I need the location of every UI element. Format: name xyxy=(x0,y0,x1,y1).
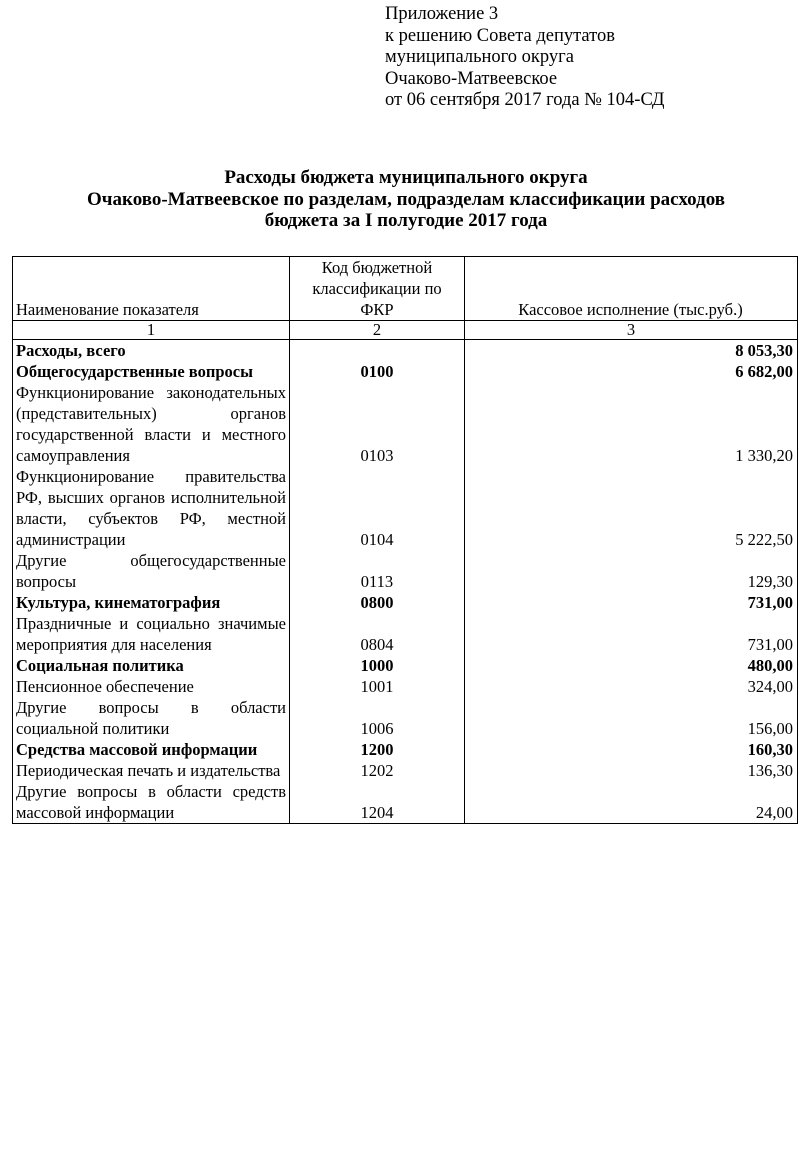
row-name: Общегосударственные вопросы xyxy=(13,361,290,382)
row-amount: 160,30 xyxy=(747,740,793,759)
row-name: Социальная политика xyxy=(13,655,290,676)
column-number-row xyxy=(13,321,798,340)
header-amount: Кассовое исполнение (тыс.руб.) xyxy=(465,257,798,321)
table-row xyxy=(13,781,798,824)
column-number: 2 xyxy=(290,321,465,340)
table-row xyxy=(13,361,798,382)
appendix-line: Очаково-Матвеевское xyxy=(385,68,558,89)
row-code: 1202 xyxy=(360,761,394,780)
row-name: Другие вопросы в области социальной политики xyxy=(13,697,290,739)
row-name: Пенсионное обеспечение xyxy=(13,676,290,697)
header-code-line: ФКР xyxy=(360,300,394,319)
row-name: Другие общегосударственные вопросы xyxy=(13,550,290,592)
table-row xyxy=(13,697,798,739)
title-line: Очаково-Матвеевское по разделам, подразделам классификации расходов xyxy=(87,188,725,210)
row-name: Культура, кинематография xyxy=(13,592,290,613)
row-amount: 731,00 xyxy=(747,635,793,654)
table-row xyxy=(13,592,798,613)
row-name: Праздничные и социально значимые мероприятия для населения xyxy=(13,613,290,655)
row-code: 0800 xyxy=(360,593,394,612)
row-code: 1001 xyxy=(360,677,394,696)
document-title xyxy=(0,167,800,232)
row-code: 0104 xyxy=(360,530,394,549)
table-row xyxy=(13,739,798,760)
table-row xyxy=(13,340,798,362)
row-amount: 731,00 xyxy=(747,593,793,612)
table-row xyxy=(13,382,798,466)
appendix-line: к решению Совета депутатов xyxy=(385,25,615,46)
row-code: 0103 xyxy=(360,446,394,465)
row-name: Расходы, всего xyxy=(13,340,290,362)
row-code: 0100 xyxy=(360,362,394,381)
row-amount: 480,00 xyxy=(747,656,793,675)
row-name: Другие вопросы в области средств массовой информации xyxy=(13,781,290,824)
table-row xyxy=(13,550,798,592)
header-name: Наименование показателя xyxy=(13,257,290,321)
row-name: Функционирование законодательных (представительных) органов государственной власти и местного самоуправления xyxy=(13,382,290,466)
table-row xyxy=(13,655,798,676)
row-amount: 136,30 xyxy=(747,761,793,780)
row-amount: 24,00 xyxy=(755,803,793,822)
row-amount: 156,00 xyxy=(747,719,793,738)
row-amount: 324,00 xyxy=(747,677,793,696)
row-name: Средства массовой информации xyxy=(13,739,290,760)
row-amount: 1 330,20 xyxy=(735,446,793,465)
row-code: 1006 xyxy=(360,719,394,738)
row-amount: 8 053,30 xyxy=(735,341,793,360)
column-number: 3 xyxy=(465,321,798,340)
row-amount: 129,30 xyxy=(747,572,793,591)
title-line: Расходы бюджета муниципального округа xyxy=(224,167,588,188)
appendix-line: от 06 сентября 2017 года № 104-СД xyxy=(385,90,665,110)
table-row xyxy=(13,676,798,697)
appendix-line: муниципального округа xyxy=(385,47,574,67)
row-code: 1000 xyxy=(360,656,394,675)
budget-table xyxy=(12,256,798,824)
row-code: 1204 xyxy=(360,803,394,822)
row-amount: 5 222,50 xyxy=(735,530,793,549)
row-name: Функционирование правительства РФ, высших органов исполнительной власти, субъектов РФ, местной администрации xyxy=(13,466,290,550)
row-code: 0113 xyxy=(360,572,394,591)
row-code: 0804 xyxy=(360,635,394,654)
appendix-block xyxy=(385,4,664,112)
header-code-line: Код бюджетной xyxy=(321,258,433,277)
row-name: Периодическая печать и издательства xyxy=(13,760,290,781)
header-code xyxy=(290,257,465,321)
row-amount: 6 682,00 xyxy=(735,362,793,381)
table-row xyxy=(13,613,798,655)
column-number: 1 xyxy=(13,321,290,340)
row-code: 1200 xyxy=(360,740,394,759)
appendix-line: Приложение 3 xyxy=(385,4,499,24)
table-row xyxy=(13,466,798,550)
table-row xyxy=(13,760,798,781)
table-header-row xyxy=(13,257,798,321)
header-code-line: классификации по xyxy=(312,279,442,298)
title-line: бюджета за I полугодие 2017 года xyxy=(264,210,548,231)
